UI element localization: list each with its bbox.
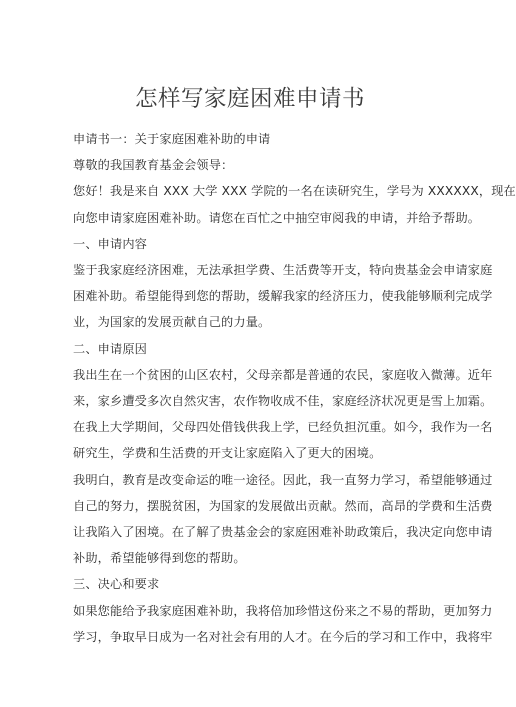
body-line: 尊敬的我国教育基金会领导： (73, 158, 234, 173)
document-body (73, 126, 516, 650)
body-line: 鉴于我家庭经济困难，无法承担学费、生活费等开支，特向贵基金会申请家庭 (73, 263, 493, 278)
body-line: 来，家乡遭受多次自然灾害，农作物收成不佳，家庭经济状况更是雪上加霜。 (73, 394, 493, 409)
document-title: 怎样写家庭困难申请书 (134, 86, 365, 112)
title-spacer (73, 114, 427, 126)
body-line: 您好！我是来自 XXX 大学 XXX 学院的一名在读研究生，学号为 XXXXXX，现在 (73, 184, 516, 199)
body-line: 让我陷入了困境。在了解了贵基金会的家庭困难补助政策后，我决定向您申请 (73, 525, 493, 540)
body-line: 补助，希望能够得到您的帮助。 (73, 551, 246, 566)
body-line: 三、决心和要求 (73, 577, 160, 592)
body-line: 向您申请家庭困难补助。请您在百忙之中抽空审阅我的申请，并给予帮助。 (73, 210, 481, 225)
body-line: 我明白，教育是改变命运的唯一途径。因此，我一直努力学习，希望能够通过 (73, 472, 493, 487)
body-line: 自己的努力，摆脱贫困，为国家的发展做出贡献。然而，高昂的学费和生活费 (73, 498, 493, 513)
body-line: 困难补助。希望能得到您的帮助，缓解我家的经济压力，使我能够顺利完成学 (73, 289, 493, 304)
body-line: 研究生，学费和生活费的开支让家庭陷入了更大的困境。 (73, 446, 382, 461)
body-line: 申请书一：关于家庭困难补助的申请 (73, 132, 271, 146)
body-line: 二、申请原因 (73, 341, 148, 356)
body-line: 在我上大学期间，父母四处借钱供我上学，已经负担沉重。如今，我作为一名 (73, 420, 493, 435)
body-line: 我出生在一个贫困的山区农村，父母亲都是普通的农民，家庭收入微薄。近年 (73, 367, 493, 382)
body-line: 一、申请内容 (73, 236, 148, 251)
body-line: 如果您能给予我家庭困难补助，我将倍加珍惜这份来之不易的帮助，更加努力 (73, 603, 493, 618)
body-line: 业，为国家的发展贡献自己的力量。 (73, 315, 271, 330)
body-line: 学习，争取早日成为一名对社会有用的人才。在今后的学习和工作中，我将牢 (73, 629, 493, 644)
